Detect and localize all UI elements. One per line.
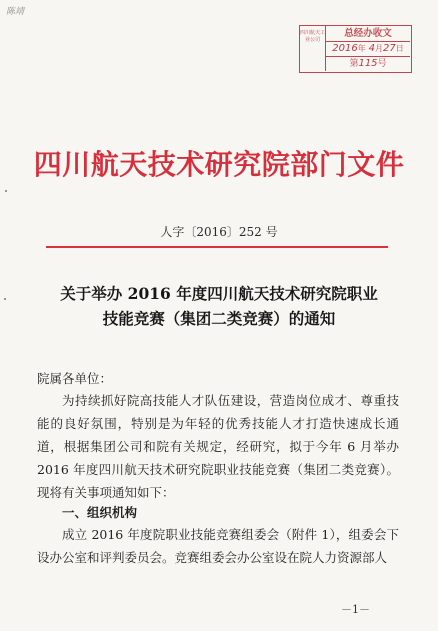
body-paragraph-1: 为持续抓好院高技能人才队伍建设，营造岗位成才、尊重技能的良好氛围，特别是为年轻的优秀技能人才打造快速成长通道，根据集团公司和院有关规定，经研究，拟于今年 6 月举办 2016 年度四川航天技术研究院职业技能竞赛（集团二类竞赛）。现将有关事项通知如下： [37, 393, 399, 500]
document-number: 人字〔2016〕252 号 [160, 225, 278, 239]
stamp-date-month: 4 [368, 43, 375, 54]
notice-title-line-1: 关于举办 2016 年度四川航天技术研究院职业 [60, 284, 378, 303]
stamp-number-suffix: 号 [377, 59, 387, 69]
section-heading-organization: 一、组织机构 [62, 505, 138, 520]
stamp-number-value: 115 [358, 58, 378, 69]
stamp-date-year-unit: 年 [357, 44, 366, 53]
stamp-date [326, 41, 410, 57]
handwritten-corner-mark: 陈靖 [6, 7, 25, 17]
notice-title [28, 281, 410, 331]
document-header-title: 四川航天技术研究院部门文件 [33, 148, 405, 181]
scan-speck [4, 298, 6, 300]
stamp-number [326, 56, 410, 71]
salutation: 院属各单位： [37, 371, 113, 386]
stamp-date-day: 27 [382, 43, 396, 54]
stamp-label: 总经办收文 [326, 26, 410, 42]
stamp-date-month-unit: 月 [374, 44, 383, 53]
notice-title-line-2: 技能竞赛（集团二类竞赛）的通知 [102, 309, 336, 328]
stamp-number-prefix: 第 [349, 59, 359, 69]
receipt-stamp [299, 25, 412, 73]
red-divider [46, 246, 388, 248]
stamp-date-year: 2016 [332, 43, 358, 54]
stamp-organization: 四川航天工业公司 [300, 26, 326, 71]
scan-speck [5, 190, 7, 192]
page-number: －1－ [341, 603, 370, 616]
body-paragraph-2: 成立 2016 年度院职业技能竞赛组委会（附件 1），组委会下设办公室和评判委员会。竞赛组委会办公室设在院人力资源部人 [37, 527, 399, 565]
stamp-date-day-unit: 日 [395, 44, 404, 53]
